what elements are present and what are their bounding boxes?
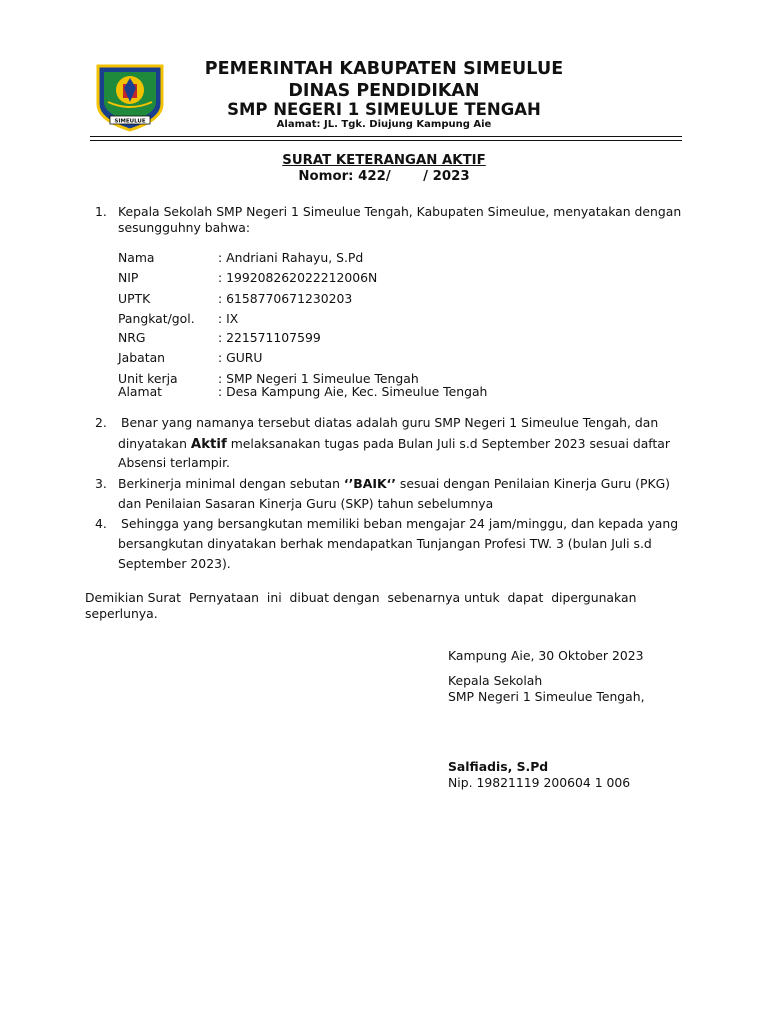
point-1-line-2: sesungguhny bahwa: <box>118 220 251 235</box>
identity-value: : 221571107599 <box>218 330 321 345</box>
signature-role: Kepala Sekolah <box>448 673 543 688</box>
identity-label: Jabatan <box>118 350 166 365</box>
school-logo <box>90 58 170 132</box>
point-2-text-post: melaksanakan tugas pada Bulan Juli s.d September 2023 sesuai daftar <box>230 436 670 451</box>
identity-label: NIP <box>118 270 139 285</box>
header-rule-thin <box>90 140 682 141</box>
signature-nip: Nip. 19821119 200604 1 006 <box>448 775 631 790</box>
header-rule-thick <box>90 136 682 137</box>
point-4-line-2: bersangkutan dinyatakan berhak mendapatkan Tunjangan Profesi TW. 3 (bulan Juli s.d <box>118 536 652 551</box>
point-1-number: 1. <box>95 204 107 219</box>
point-2-text-pre: dinyatakan <box>118 436 187 451</box>
header-school: SMP NEGERI 1 SIMEULUE TENGAH <box>227 100 541 119</box>
identity-label: Alamat <box>118 384 163 399</box>
signature-name: Salfiadis, S.Pd <box>448 759 549 774</box>
identity-label: Nama <box>118 250 155 265</box>
header-department: DINAS PENDIDIKAN <box>288 81 480 101</box>
identity-label: UPTK <box>118 291 151 306</box>
identity-value: : Desa Kampung Aie, Kec. Simeulue Tengah <box>218 384 488 399</box>
identity-value: : GURU <box>218 350 263 365</box>
point-4-line-1: Sehingga yang bersangkutan memiliki beban mengajar 24 jam/minggu, dan kepada yang <box>121 516 679 531</box>
point-3-rating-bold: ‘’BAIK‘’ <box>343 476 396 491</box>
identity-label: Pangkat/gol. <box>118 311 195 326</box>
header-address: Alamat: JL. Tgk. Diujung Kampung Aie <box>276 119 492 130</box>
signature-school: SMP Negeri 1 Simeulue Tengah, <box>448 689 645 704</box>
point-3-line-2: dan Penilaian Sasaran Kinerja Guru (SKP) tahun sebelumnya <box>118 496 494 511</box>
header-government: PEMERINTAH KABUPATEN SIMEULUE <box>204 59 564 79</box>
identity-label: NRG <box>118 330 146 345</box>
point-2-line-3: Absensi terlampir. <box>118 455 230 470</box>
point-1-line-1: Kepala Sekolah SMP Negeri 1 Simeulue Tengah, Kabupaten Simeulue, menyatakan dengan <box>118 204 682 219</box>
identity-value: : SMP Negeri 1 Simeulue Tengah <box>218 371 419 386</box>
document-title: SURAT KETERANGAN AKTIF <box>282 153 486 168</box>
point-2-line-2 <box>118 436 670 453</box>
signature-place-date: Kampung Aie, 30 Oktober 2023 <box>448 648 644 663</box>
identity-value: : 6158770671230203 <box>218 291 353 306</box>
point-3-text-post: sesuai dengan Penilaian Kinerja Guru (PKG) <box>399 476 671 491</box>
point-4-number: 4. <box>95 516 107 531</box>
document-number: Nomor: 422/ / 2023 <box>298 169 470 184</box>
closing-line-2: seperlunya. <box>85 606 158 621</box>
point-2-status-bold: Aktif <box>190 437 227 452</box>
identity-value: : Andriani Rahayu, S.Pd <box>218 250 364 265</box>
point-4-line-3: September 2023). <box>118 556 231 571</box>
svg-text:SIMEULUE: SIMEULUE <box>114 118 146 125</box>
identity-label: Unit kerja <box>118 371 178 386</box>
point-3-line-1 <box>118 476 670 492</box>
closing-line-1: Demikian Surat Pernyataan ini dibuat dengan sebenarnya untuk dapat dipergunakan <box>85 590 637 605</box>
point-2-line-1: Benar yang namanya tersebut diatas adalah guru SMP Negeri 1 Simeulue Tengah, dan <box>121 415 659 430</box>
point-2-number: 2. <box>95 415 107 430</box>
point-3-text-pre: Berkinerja minimal dengan sebutan <box>118 476 340 491</box>
identity-value: : IX <box>218 311 239 326</box>
point-3-number: 3. <box>95 476 107 491</box>
identity-value: : 19920826202221​2006N <box>218 270 378 285</box>
